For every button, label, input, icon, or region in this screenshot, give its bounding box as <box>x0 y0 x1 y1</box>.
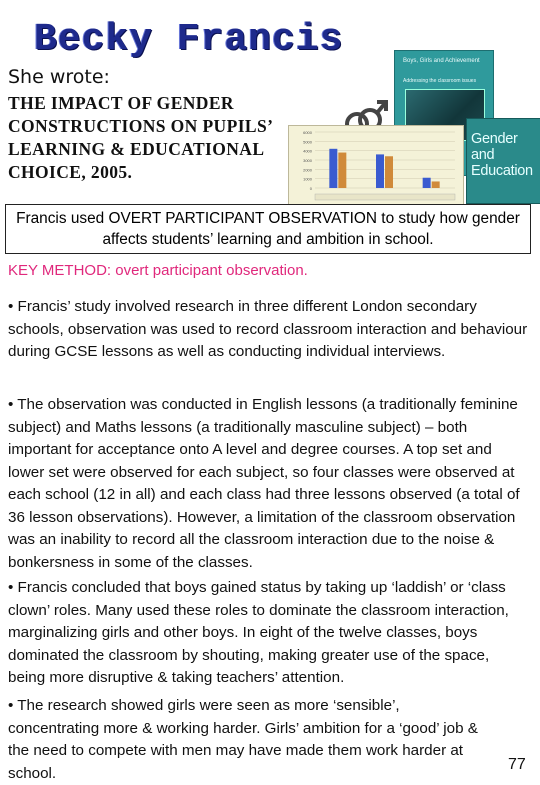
page-number: 77 <box>508 756 526 773</box>
book1-subtitle: Addressing the classroom issues <box>403 78 477 84</box>
book2-title: Gender and Education <box>471 131 533 179</box>
y-tick-label: 5000 <box>303 139 312 145</box>
bar-chart <box>289 126 463 204</box>
y-tick-label: 1000 <box>303 176 312 182</box>
chart-bar <box>423 178 431 188</box>
book1-title: Boys, Girls and Achievement <box>403 58 480 64</box>
chart-legend <box>315 194 455 200</box>
book-cover-gender-education <box>466 118 540 204</box>
publication-title: THE IMPACT OF GENDER CONSTRUCTIONS ON PUPILS’ LEARNING & EDUCATIONAL CHOICE, 2005. <box>8 93 273 182</box>
chart-bar <box>376 154 384 188</box>
chart-bar <box>338 153 346 188</box>
y-tick-label: 4000 <box>303 148 312 154</box>
y-tick-label: 6000 <box>303 130 312 135</box>
chart-bar <box>385 156 393 188</box>
summary-box: Francis used OVERT PARTICIPANT OBSERVATION to study how gender affects students’ learning and ambition in school. <box>5 204 531 254</box>
key-method: KEY METHOD: overt participant observation. <box>8 262 308 279</box>
page-title: Becky Francis <box>34 18 344 61</box>
paragraph-4: • The research showed girls were seen as more ‘sensible’, concentrating more & working harder. Girls’ ambition for a ‘good’ job & the need to compete with men may have made them work harder at school. <box>8 697 478 782</box>
bar-chart-thumbnail <box>288 125 464 205</box>
paragraph-2: • The observation was conducted in English lessons (a traditionally feminine subject) and Maths lessons (a traditionally masculine subject) – both important for acceptance onto A level and degree courses. A top set and lower set were observed for each subject, so four classes were observed at each school (12 in all) and each class had three lessons observed (a total of 36 lesson observations). However, a limitation of the classroom observation was an inability to record all the classroom interaction due to the noise & bonkersness in some of the classes. <box>8 396 520 571</box>
y-tick-label: 3000 <box>303 158 312 163</box>
y-tick-label: 2000 <box>303 167 312 173</box>
chart-bar <box>329 149 337 188</box>
paragraph-1: • Francis’ study involved research in three different London secondary schools, observation was used to record classroom interaction and behaviour during GCSE lessons as well as conducting individual interviews. <box>8 298 528 360</box>
paragraph-3: • Francis concluded that boys gained status by taking up ‘laddish’ or ‘class clown’ roles. Many used these roles to dominate the classroom interaction, marginalizing girls and other boys. In eight of the twelve classes, boys dominated the classroom by shouting, making greater use of the space, being more disruptive & taking teachers’ attention. <box>8 579 509 686</box>
y-tick-label: 0 <box>309 186 312 191</box>
she-wrote-label: She wrote: <box>8 66 110 88</box>
chart-bar <box>432 181 440 188</box>
